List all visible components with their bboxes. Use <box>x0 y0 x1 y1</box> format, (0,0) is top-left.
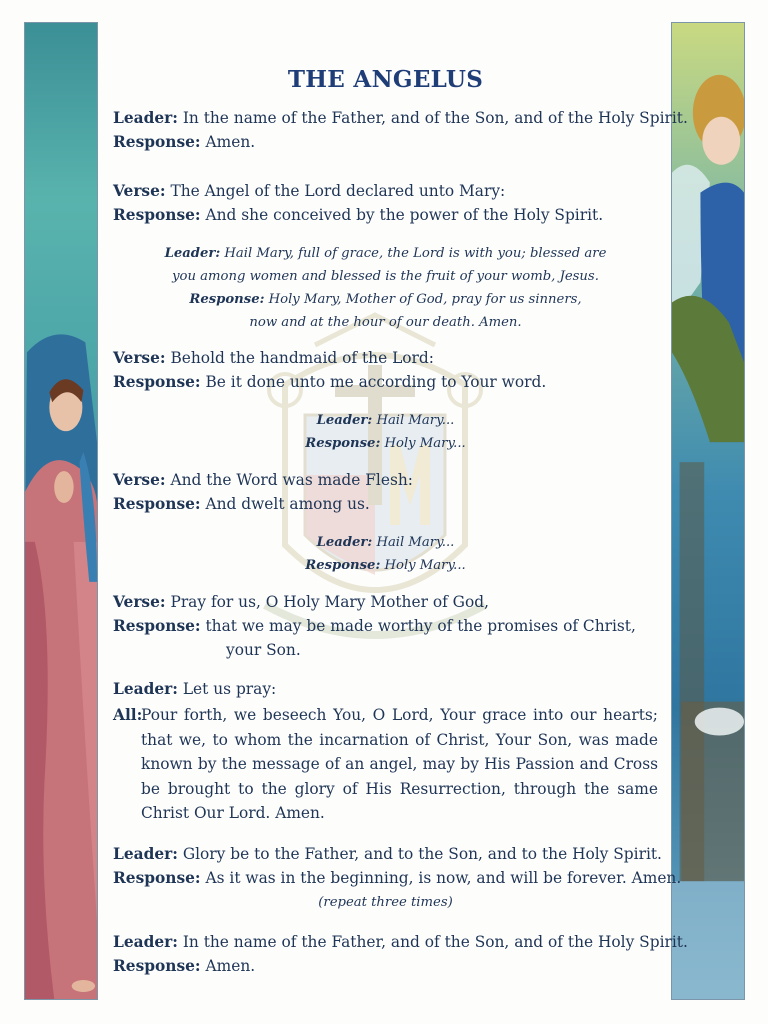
hail2-leader-text: Hail Mary... <box>372 413 455 428</box>
leader-label: Leader: <box>316 535 373 550</box>
all-prayer-text: Pour forth, we beseech You, O Lord, Your grace into our hearts; that we, to whom the incarnation of Christ, Your Son, was made known by the message of an angel, may by His Passion and Cross be brought to the glory of His Resurrection, through the same Christ Our Lord. Amen. <box>141 706 658 822</box>
leader-label: Leader: <box>164 246 221 261</box>
leader-text: In the name of the Father, and of the Son, and of the Holy Spirit. <box>177 109 688 127</box>
response-label: Response: <box>113 495 201 513</box>
hail3-response-text: Holy Mary... <box>380 558 466 573</box>
hail3-leader-line <box>113 531 658 554</box>
mary-figure-illustration <box>25 23 97 999</box>
hail1-response-line2: now and at the hour of our death. Amen. <box>249 315 522 330</box>
hail-mary-block-3 <box>113 531 658 577</box>
hail-mary-block-1 <box>113 242 658 334</box>
response-label: Response: <box>113 373 201 391</box>
hail2-response-line <box>113 432 658 455</box>
hail1-response-text-1: Holy Mary, Mother of God, pray for us sinners, <box>264 292 582 307</box>
leader-label: Leader: <box>113 680 178 698</box>
section2-verse-line <box>113 179 505 203</box>
leader-label: Leader: <box>113 109 178 127</box>
leader-text: Let us pray: <box>177 680 277 698</box>
hail1-response-line1 <box>113 288 658 311</box>
glory-response-line <box>113 866 681 890</box>
response-text: And dwelt among us. <box>200 495 370 513</box>
prayer-all-block <box>113 703 658 826</box>
leader-text: In the name of the Father, and of the Son, and of the Holy Spirit. <box>177 933 688 951</box>
repeat-note: (repeat three times) <box>318 895 453 910</box>
prayer-leader-line <box>113 677 276 701</box>
closing-leader-line <box>113 930 688 954</box>
response-label: Response: <box>189 292 265 307</box>
response-text: And she conceived by the power of the Holy Spirit. <box>200 206 604 224</box>
section5-response-line <box>113 614 636 638</box>
verse-label: Verse: <box>113 471 166 489</box>
response-label: Response: <box>113 133 201 151</box>
response-label: Response: <box>113 957 201 975</box>
hail1-leader-line2: you among women and blessed is the fruit of your womb, Jesus. <box>172 269 599 284</box>
response-label: Response: <box>113 206 201 224</box>
all-label: All: <box>113 706 143 724</box>
response-text: Amen. <box>200 133 256 151</box>
hail3-leader-text: Hail Mary... <box>372 535 455 550</box>
response-text: Be it done unto me according to Your word. <box>200 373 547 391</box>
verse-text: Pray for us, O Holy Mary Mother of God, <box>165 593 489 611</box>
response-text: Amen. <box>200 957 256 975</box>
verse-label: Verse: <box>113 349 166 367</box>
verse-text: The Angel of the Lord declared unto Mary: <box>165 182 506 200</box>
section2-response-line <box>113 203 603 227</box>
hail1-leader-line1 <box>113 242 658 265</box>
closing-response-line <box>113 954 255 978</box>
section3-response-line <box>113 370 546 394</box>
section4-response-line <box>113 492 370 516</box>
left-image-panel-mary <box>24 22 98 1000</box>
section1-leader-line <box>113 106 688 130</box>
leader-label: Leader: <box>316 413 373 428</box>
verse-text: Behold the handmaid of the Lord: <box>165 349 434 367</box>
leader-label: Leader: <box>113 933 178 951</box>
section1-response-line <box>113 130 255 154</box>
page-title: THE ANGELUS <box>287 66 484 93</box>
glory-leader-line <box>113 842 662 866</box>
verse-label: Verse: <box>113 182 166 200</box>
section4-verse-line <box>113 468 413 492</box>
response-label: Response: <box>113 617 201 635</box>
hail1-leader-text-1: Hail Mary, full of grace, the Lord is with you; blessed are <box>220 246 607 261</box>
response-label: Response: <box>305 558 381 573</box>
leader-label: Leader: <box>113 845 178 863</box>
section5-verse-line <box>113 590 489 614</box>
hail2-response-text: Holy Mary... <box>380 436 466 451</box>
response-label: Response: <box>305 436 381 451</box>
response-label: Response: <box>113 869 201 887</box>
leader-text: Glory be to the Father, and to the Son, and to the Holy Spirit. <box>177 845 662 863</box>
right-image-panel-angel <box>671 22 745 1000</box>
response-text: As it was in the beginning, is now, and will be forever. Amen. <box>200 869 682 887</box>
hail3-response-line <box>113 554 658 577</box>
section5-response-continuation: your Son. <box>226 641 301 659</box>
section3-verse-line <box>113 346 434 370</box>
verse-label: Verse: <box>113 593 166 611</box>
angel-figure-illustration <box>672 23 744 999</box>
hail2-leader-line <box>113 409 658 432</box>
verse-text: And the Word was made Flesh: <box>165 471 413 489</box>
hail-mary-block-2 <box>113 409 658 455</box>
response-text: that we may be made worthy of the promises of Christ, <box>200 617 636 635</box>
